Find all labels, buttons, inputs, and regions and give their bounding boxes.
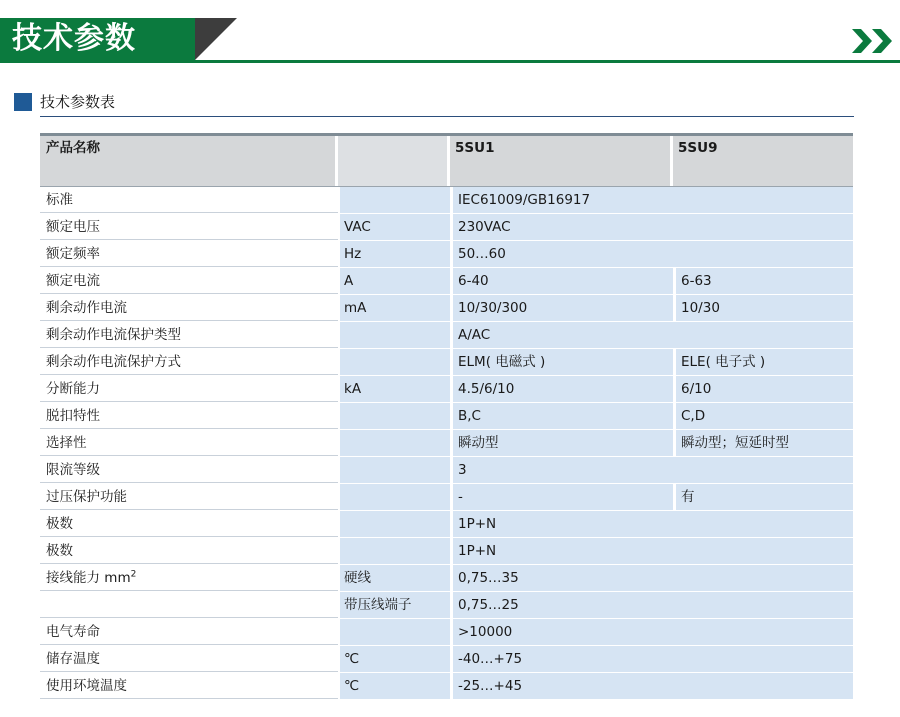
- banner-title-block: [0, 18, 195, 60]
- row-unit: kA: [338, 376, 450, 402]
- section-title: 技术参数表: [40, 93, 116, 111]
- table-row: [40, 349, 853, 376]
- banner-divider: [0, 60, 900, 63]
- table-row: [40, 295, 853, 322]
- section-divider: [40, 116, 854, 117]
- table-row: [40, 376, 853, 403]
- row-unit: [338, 538, 450, 564]
- row-value-5su9: 有: [673, 484, 853, 510]
- row-unit: [338, 322, 450, 348]
- row-unit: [338, 430, 450, 456]
- row-value-shared: >10000: [450, 619, 853, 645]
- row-value-5su9: C,D: [673, 403, 853, 429]
- page-title: 技术参数: [12, 21, 136, 56]
- banner-slant-decoration: [195, 18, 237, 60]
- row-param-name: [40, 187, 338, 213]
- row-param-name: [40, 376, 338, 402]
- header-product-name: 产品名称: [40, 136, 338, 186]
- header-5su1: 5SU1: [450, 136, 673, 186]
- table-row: [40, 322, 853, 349]
- row-value-shared: -40…+75: [450, 646, 853, 672]
- row-param-name: [40, 511, 338, 537]
- param-name-text: 额定电流: [46, 273, 100, 289]
- double-chevron-right-icon: [850, 26, 896, 56]
- table-row: [40, 241, 853, 268]
- param-name-text: 极数: [46, 543, 73, 559]
- row-value-5su1: 6-40: [450, 268, 673, 294]
- row-value-shared: 50…60: [450, 241, 853, 267]
- row-value-5su1: -: [450, 484, 673, 510]
- row-value-5su1: ELM( 电磁式 ): [450, 349, 673, 375]
- param-name-text: 剩余动作电流: [46, 300, 127, 316]
- row-param-name: [40, 214, 338, 240]
- param-name-text: 剩余动作电流保护类型: [46, 327, 181, 343]
- row-value-5su9: 瞬动型；短延时型: [673, 430, 853, 456]
- row-value-5su1: 瞬动型: [450, 430, 673, 456]
- row-unit: Hz: [338, 241, 450, 267]
- row-unit: [338, 187, 450, 213]
- param-name-text: 标准: [46, 192, 73, 208]
- row-param-name: [40, 673, 338, 699]
- param-name-text: 使用环境温度: [46, 678, 127, 694]
- row-param-name: [40, 241, 338, 267]
- table-row: [40, 187, 853, 214]
- param-name-text: 过压保护功能: [46, 489, 127, 505]
- row-value-5su1: B,C: [450, 403, 673, 429]
- row-param-name: [40, 268, 338, 294]
- row-value-shared: -25…+45: [450, 673, 853, 699]
- param-name-text: 电气寿命: [46, 624, 100, 640]
- param-name-text: 脱扣特性: [46, 408, 100, 424]
- row-value-shared: 0,75…25: [450, 592, 853, 618]
- row-value-5su9: ELE( 电子式 ): [673, 349, 853, 375]
- section-heading: [14, 90, 854, 114]
- row-param-name: [40, 592, 338, 618]
- row-value-shared: 0,75…35: [450, 565, 853, 591]
- table-body: [40, 187, 853, 700]
- row-value-5su9: 6/10: [673, 376, 853, 402]
- row-value-shared: 1P+N: [450, 538, 853, 564]
- row-unit: 硬线: [338, 565, 450, 591]
- row-unit: [338, 457, 450, 483]
- table-row: [40, 484, 853, 511]
- param-name-superscript: 2: [130, 569, 137, 580]
- row-unit: ℃: [338, 646, 450, 672]
- row-unit: [338, 511, 450, 537]
- row-param-name: [40, 430, 338, 456]
- table-row: [40, 565, 853, 592]
- row-value-shared: 3: [450, 457, 853, 483]
- row-param-name: [40, 538, 338, 564]
- page-banner: [0, 18, 900, 62]
- row-param-name: [40, 646, 338, 672]
- table-row: [40, 214, 853, 241]
- row-param-name: [40, 565, 338, 591]
- row-value-5su1: 10/30/300: [450, 295, 673, 321]
- table-row: [40, 457, 853, 484]
- row-unit: [338, 619, 450, 645]
- row-param-name: [40, 322, 338, 348]
- row-value-5su9: 6-63: [673, 268, 853, 294]
- row-unit: 带压线端子: [338, 592, 450, 618]
- row-param-name: [40, 295, 338, 321]
- row-unit: A: [338, 268, 450, 294]
- table-row: [40, 403, 853, 430]
- row-value-shared: 230VAC: [450, 214, 853, 240]
- param-name-text: 极数: [46, 516, 73, 532]
- row-unit: VAC: [338, 214, 450, 240]
- param-name-text: 额定电压: [46, 219, 100, 235]
- param-name-text: 分断能力: [46, 381, 100, 397]
- row-unit: ℃: [338, 673, 450, 699]
- row-value-shared: IEC61009/GB16917: [450, 187, 853, 213]
- table-row: [40, 268, 853, 295]
- table-row: [40, 430, 853, 457]
- table-row: [40, 619, 853, 646]
- table-row: [40, 646, 853, 673]
- header-5su9: 5SU9: [673, 136, 853, 186]
- param-name-text: 接线能力 mm: [46, 570, 131, 586]
- table-header-row: [40, 136, 853, 187]
- section-marker-icon: [14, 93, 32, 111]
- param-name-text: 选择性: [46, 435, 87, 451]
- spec-table: [40, 133, 853, 700]
- row-value-shared: 1P+N: [450, 511, 853, 537]
- param-name-text: 剩余动作电流保护方式: [46, 354, 181, 370]
- row-param-name: [40, 349, 338, 375]
- row-value-shared: A/AC: [450, 322, 853, 348]
- header-unit: [338, 136, 450, 186]
- param-name-text: 额定频率: [46, 246, 100, 262]
- row-param-name: [40, 403, 338, 429]
- row-param-name: [40, 484, 338, 510]
- row-unit: [338, 484, 450, 510]
- row-unit: [338, 349, 450, 375]
- param-name-text: 限流等级: [46, 462, 100, 478]
- row-value-5su1: 4.5/6/10: [450, 376, 673, 402]
- row-unit: mA: [338, 295, 450, 321]
- table-row: [40, 511, 853, 538]
- row-value-5su9: 10/30: [673, 295, 853, 321]
- row-unit: [338, 403, 450, 429]
- table-row: [40, 592, 853, 619]
- param-name-text: 储存温度: [46, 651, 100, 667]
- table-row: [40, 538, 853, 565]
- table-row: [40, 673, 853, 700]
- row-param-name: [40, 457, 338, 483]
- row-param-name: [40, 619, 338, 645]
